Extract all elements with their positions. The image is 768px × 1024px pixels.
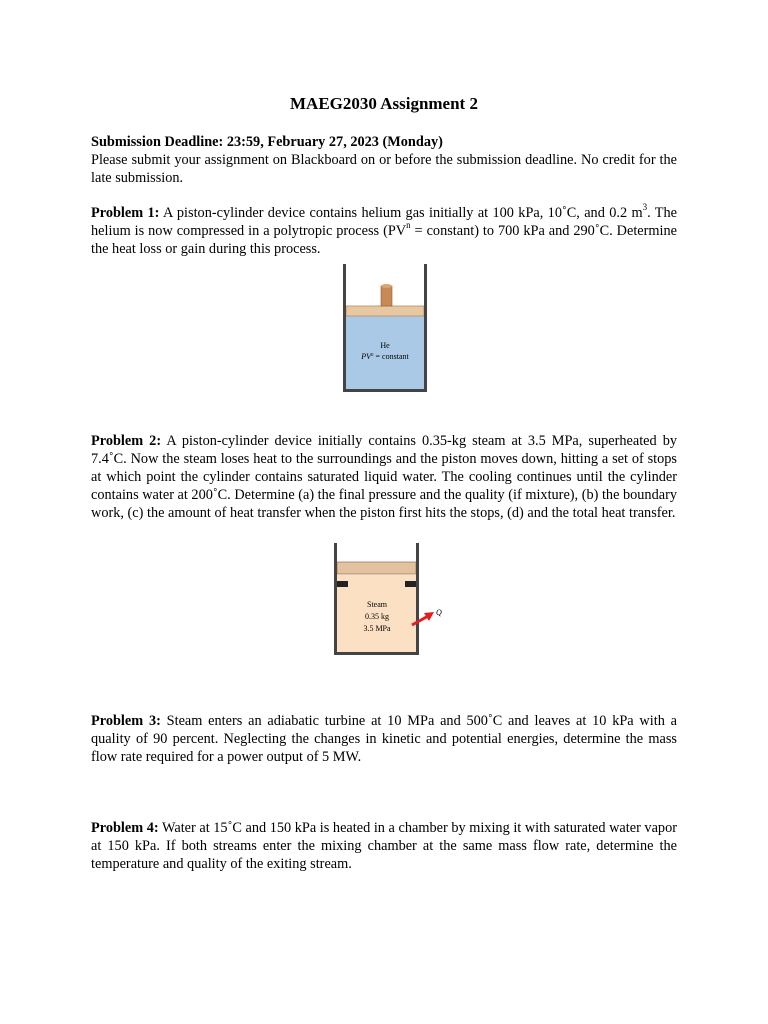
piston-rod	[381, 286, 392, 306]
piston-cylinder-helium-figure	[340, 262, 430, 394]
problem-3	[91, 712, 677, 766]
problem-4-label: Problem 4:	[91, 820, 159, 836]
problem-2-label: Problem 2:	[91, 433, 162, 449]
problem-4-text: Water at 15˚C and 150 kPa is heated in a chamber by mixing it with saturated water vapor at 150 kPa. If both streams enter the mixing chamber at the same mass flow rate, determine the temperature and quality of the exiting stream.	[91, 820, 677, 872]
piston	[346, 306, 424, 316]
problem-2	[91, 432, 677, 522]
steam-pressure-label: 3.5 MPa	[363, 624, 391, 633]
gas-label: He	[380, 341, 390, 350]
cylinder-base	[334, 652, 419, 655]
piston-rod-top	[381, 284, 392, 288]
problem-1	[91, 204, 677, 258]
deadline: Submission Deadline: 23:59, February 27, 2023 (Monday)	[91, 134, 443, 150]
problem-3-label: Problem 3:	[91, 713, 161, 729]
heat-label: Q	[436, 608, 442, 617]
process-label: $PV^n$ = constant	[361, 352, 409, 361]
cylinder-left-wall	[334, 543, 337, 655]
piston	[337, 562, 416, 574]
cylinder-right-wall	[416, 543, 419, 655]
submission-info	[91, 133, 677, 187]
steam-mass-label: 0.35 kg	[365, 612, 389, 621]
cylinder-left-wall	[343, 264, 346, 392]
problem-1-sup-b: n	[406, 220, 411, 231]
instructions: Please submit your assignment on Blackboard on or before the submission deadline. No credit for the late submission.	[91, 152, 677, 186]
problem-1-text-c: = constant) to 700 kPa and 290˚C. Determine the heat loss or gain during this process.	[91, 223, 677, 257]
page-title: MAEG2030 Assignment 2	[290, 94, 478, 113]
right-stop	[405, 581, 416, 587]
problem-4	[91, 819, 677, 873]
problem-3-text: Steam enters an adiabatic turbine at 10 MPa and 500˚C and leaves at 10 kPa with a quality of 90 percent. Neglecting the changes in kinetic and potential energies, determine the mass flow rate required for a power output of 5 MW.	[91, 713, 677, 765]
cylinder-right-wall	[424, 264, 427, 392]
problem-2-text: A piston-cylinder device initially contains 0.35-kg steam at 3.5 MPa, superheated by 7.4˚C. Now the steam loses heat to the surroundings and the piston moves down, hitting a set of stops at which point the cylinder contains saturated liquid water. The cooling continues until the cylinder contains water at 200˚C. Determine (a) the final pressure and the quality (if mixture), (b) the boundary work, (c) the amount of heat transfer when the piston first hits the stops, (d) and the total heat transfer.	[91, 433, 677, 521]
problem-1-text-a: A piston-cylinder device contains helium gas initially at 100 kPa, 10˚C, and 0.2 m	[159, 205, 643, 221]
steam-label: Steam	[367, 600, 387, 609]
cylinder-base	[343, 389, 427, 392]
problem-1-text-b: . The helium is now compressed in a polytropic process (PV	[91, 205, 677, 239]
piston-cylinder-steam-figure	[330, 541, 446, 657]
problem-1-label: Problem 1:	[91, 205, 160, 221]
problem-1-sup-a: 3	[642, 202, 648, 213]
left-stop	[337, 581, 348, 587]
